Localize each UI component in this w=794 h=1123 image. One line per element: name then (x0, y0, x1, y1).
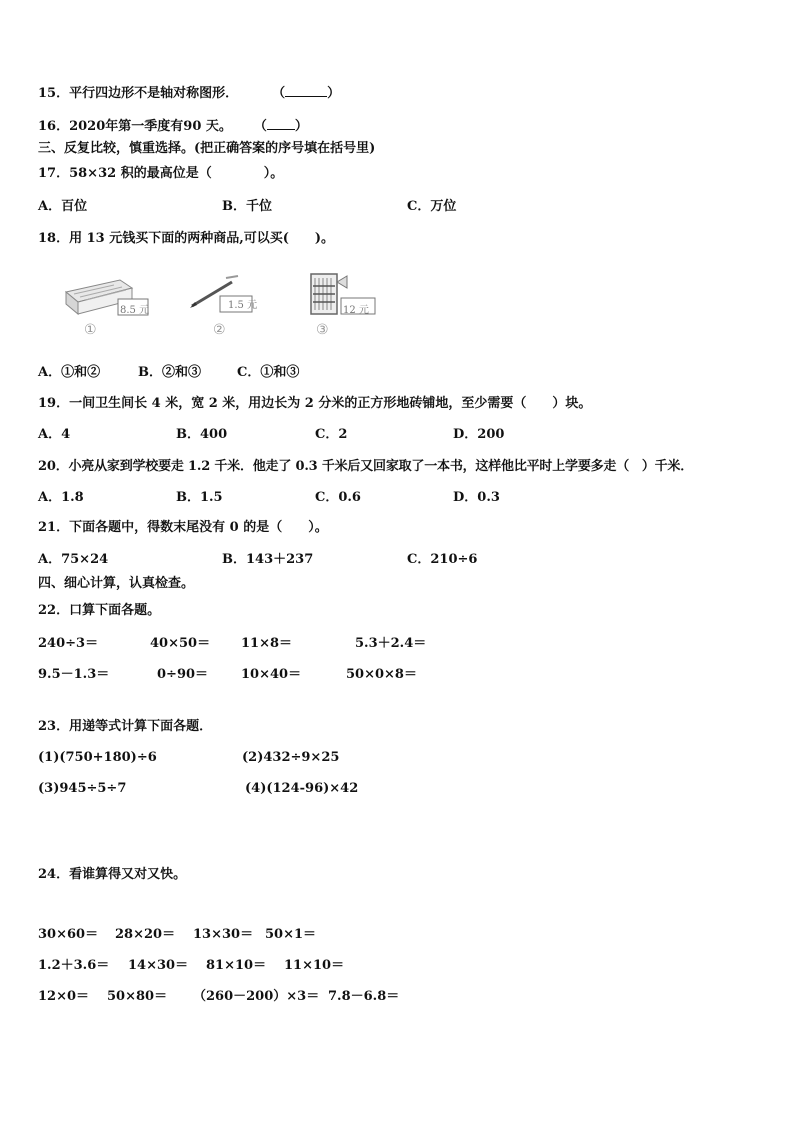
calc-item: 10×40＝ (241, 667, 302, 682)
item-number-3: ③ (316, 322, 329, 338)
option-a[interactable]: A．4 (38, 427, 71, 442)
question-24-text: 24．看谁算得又对又快。 (38, 867, 187, 882)
question-17-text: 17．58×32 积的最高位是（ ）。 (38, 166, 284, 181)
section-3-heading: 三、反复比较，慎重选择。(把正确答案的序号填在括号里) (38, 141, 376, 156)
question-23-text: 23．用递等式计算下面各题． (38, 719, 213, 734)
calc-item: 50×80＝ (107, 989, 168, 1004)
option-a[interactable]: A．1.8 (38, 490, 84, 505)
question-15-text: 15．平行四边形不是轴对称图形． (38, 86, 239, 101)
calc-item: 50×1＝ (265, 927, 317, 942)
calc-item: 30×60＝ (38, 927, 99, 942)
section-4-heading: 四、细心计算，认真检查。 (38, 576, 195, 591)
calc-item: 40×50＝ (150, 636, 211, 651)
calc-item: 13×30＝ (193, 927, 254, 942)
price-tag-1: 8.5 元 (120, 305, 150, 316)
question-19-text: 19．一间卫生间长 4 米，宽 2 米，用边长为 2 分米的正方形地砖铺地，至少需要（ ）块。 (38, 396, 592, 411)
calc-item: 11×8＝ (241, 636, 293, 651)
answer-blank[interactable] (285, 84, 327, 97)
option-d[interactable]: D．0.3 (453, 490, 500, 505)
question-16-text: 16．2020年第一季度有90 天。 (38, 119, 232, 134)
calc-item: 50×0×8＝ (346, 667, 417, 682)
calc-item: 12×0＝ (38, 989, 90, 1004)
calc-item: （260－200）×3＝ (193, 989, 320, 1004)
option-d[interactable]: D．200 (453, 427, 505, 442)
answer-paren-open: （ (253, 119, 267, 134)
option-b[interactable]: B．②和③ (138, 365, 201, 380)
answer-paren-open: （ (272, 86, 286, 101)
calc-item: 14×30＝ (128, 958, 189, 973)
calc-item: 5.3＋2.4＝ (355, 636, 427, 651)
calc-item: 9.5－1.3＝ (38, 667, 110, 682)
option-c[interactable]: C．万位 (407, 199, 457, 214)
item-number-1: ① (84, 322, 97, 338)
calc-item: (2)432÷9×25 (242, 750, 340, 765)
question-15 (38, 84, 340, 102)
option-b[interactable]: B．400 (176, 427, 228, 442)
calc-item: (3)945÷5÷7 (38, 781, 127, 796)
option-a[interactable]: A．①和② (38, 365, 101, 380)
answer-paren-close: ） (327, 86, 341, 101)
calc-item: (4)(124-96)×42 (245, 781, 359, 796)
answer-blank[interactable] (267, 117, 295, 130)
calc-item: 81×10＝ (206, 958, 267, 973)
option-c[interactable]: C．210÷6 (407, 552, 478, 567)
question-21-text: 21．下面各题中，得数末尾没有 0 的是（ ）。 (38, 520, 328, 535)
option-a[interactable]: A．百位 (38, 199, 88, 214)
calc-item: 7.8－6.8＝ (328, 989, 400, 1004)
price-tag-3: 12 元 (343, 305, 369, 316)
question-22-text: 22．口算下面各题。 (38, 603, 161, 618)
calc-item: (1)(750+180)÷6 (38, 750, 157, 765)
question-20-text: 20．小亮从家到学校要走 1.2 千米．他走了 0.3 千米后又回家取了一本书，这样他比平时上学要多走（ ）千米． (38, 459, 694, 474)
price-tag-2: 1.5 元 (228, 300, 258, 311)
calc-item: 0÷90＝ (157, 667, 209, 682)
question-16 (38, 117, 308, 135)
question-18-text: 18．用 13 元钱买下面的两种商品,可以买( )。 (38, 231, 335, 246)
option-b[interactable]: B．1.5 (176, 490, 223, 505)
calc-item: 1.2＋3.6＝ (38, 958, 110, 973)
option-b[interactable]: B．千位 (222, 199, 272, 214)
calc-item: 11×10＝ (284, 958, 345, 973)
option-c[interactable]: C．0.6 (315, 490, 361, 505)
answer-paren-close: ） (294, 119, 308, 134)
option-a[interactable]: A．75×24 (38, 552, 109, 567)
option-c[interactable]: C．2 (315, 427, 348, 442)
item-number-2: ② (213, 322, 226, 338)
calc-item: 240÷3＝ (38, 636, 99, 651)
calc-item: 28×20＝ (115, 927, 176, 942)
option-b[interactable]: B．143＋237 (222, 552, 314, 567)
option-c[interactable]: C．①和③ (237, 365, 300, 380)
